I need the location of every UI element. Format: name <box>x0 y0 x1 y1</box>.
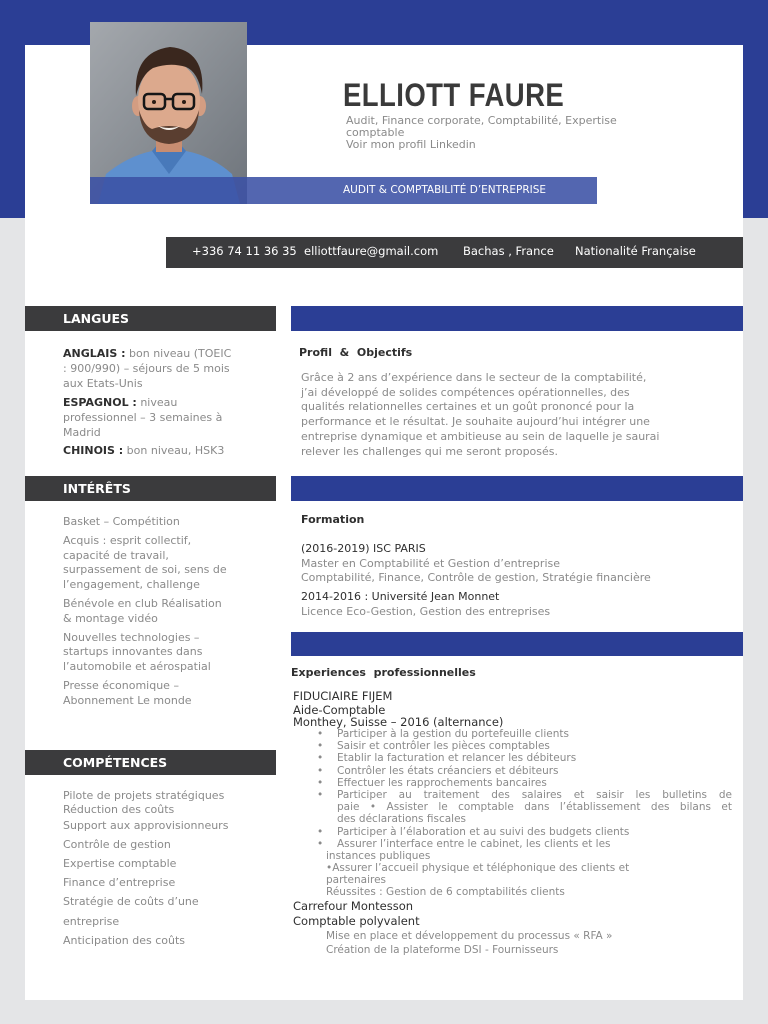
language-detail: aux Etats-Unis <box>63 377 143 390</box>
skill-line: Anticipation des coûts <box>63 934 186 947</box>
job-company: Carrefour Montesson <box>293 899 414 913</box>
language-label: ANGLAIS : <box>63 347 126 360</box>
job-task-continued: instances publiques <box>326 850 431 862</box>
section-title-experiences: Experiences professionnelles <box>291 666 476 679</box>
section-title-formation: Formation <box>301 513 365 526</box>
job-extra-line: partenaires <box>326 874 387 886</box>
contact-nationality: Nationalité Française <box>575 244 696 258</box>
interest-line: Abonnement Le monde <box>63 694 192 707</box>
skill-line: entreprise <box>63 915 120 928</box>
job-task: • Assurer l’interface entre le cabinet, les clients et les <box>337 838 611 850</box>
profile-line: Grâce à 2 ans d’expérience dans le secteur de la comptabilité, <box>301 371 647 384</box>
profile-line: qualités relationnelles certaines et un goût prononcé pour la <box>301 400 635 413</box>
language-entry-english <box>63 347 231 361</box>
job-task-continued: paie • Assister le comptable dans l’établissement des bilans et <box>337 801 732 813</box>
headline-line: comptable <box>346 126 405 139</box>
profile-line: relever les challenges qui me seront proposés. <box>301 445 559 458</box>
education-heading: 2014-2016 : Université Jean Monnet <box>301 590 500 603</box>
language-detail: bon niveau, HSK3 <box>123 444 225 457</box>
interest-line: l’engagement, challenge <box>63 578 200 591</box>
section-title: LANGUES <box>63 311 130 326</box>
interest-line: Nouvelles technologies – <box>63 631 200 644</box>
language-label: CHINOIS : <box>63 444 124 457</box>
section-title: INTÉRÊTS <box>63 481 131 496</box>
title-banner-text: AUDIT & COMPTABILITÉ D’ENTREPRISE <box>343 184 547 196</box>
interest-line: & montage vidéo <box>63 612 158 625</box>
section-bar-profil <box>291 306 743 331</box>
profile-line: performance et le résultat. Je souhaite aujourd’hui intégrer une <box>301 415 650 428</box>
language-label: ESPAGNOL : <box>63 396 137 409</box>
language-entry-spanish <box>63 396 177 410</box>
language-detail: niveau <box>136 396 178 409</box>
job-company: FIDUCIAIRE FIJEM <box>293 689 393 703</box>
language-entry-chinese <box>63 444 224 458</box>
job-task: • Participer à l’élaboration et au suivi des budgets clients <box>337 826 629 838</box>
education-line: Comptabilité, Finance, Contrôle de gestion, Stratégie financière <box>301 571 651 584</box>
language-detail: Madrid <box>63 426 101 439</box>
skill-line: Pilote de projets stratégiques <box>63 789 225 802</box>
profile-line: entreprise dynamique et ambitieuse au sein de laquelle je saurai <box>301 430 660 443</box>
job-role: Aide-Comptable <box>293 703 386 717</box>
job-task: • Participer à la gestion du portefeuille clients <box>337 728 569 740</box>
section-bar-formation <box>291 476 743 501</box>
interest-line: surpassement de soi, sens de <box>63 563 227 576</box>
job-task: • Saisir et contrôler les pièces comptables <box>337 740 550 752</box>
job-extra-line: •Assurer l’accueil physique et téléphonique des clients et <box>326 862 630 874</box>
job-role: Comptable polyvalent <box>293 914 420 928</box>
section-title: COMPÉTENCES <box>63 755 168 770</box>
skill-line: Réduction des coûts <box>63 803 175 816</box>
interest-line: Presse économique – <box>63 679 179 692</box>
section-header-interets <box>25 476 276 501</box>
section-bar-experiences <box>291 632 743 656</box>
job-achievement: Réussites : Gestion de 6 comptabilités clients <box>326 886 565 898</box>
interest-line: startups innovantes dans <box>63 645 203 658</box>
contact-phone: +336 74 11 36 35 <box>192 244 297 258</box>
education-heading: (2016-2019) ISC PARIS <box>301 542 426 555</box>
candidate-name: ELLIOTT FAURE <box>343 77 565 113</box>
education-line: Master en Comptabilité et Gestion d’entreprise <box>301 557 560 570</box>
interest-line: l’automobile et aérospatial <box>63 660 211 673</box>
job-task: • Participer au traitement des salaires et saisir les bulletins de <box>337 789 732 801</box>
education-line: Licence Eco-Gestion, Gestion des entreprises <box>301 605 551 618</box>
interest-line: Bénévole en club Réalisation <box>63 597 222 610</box>
contact-location: Bachas , France <box>463 244 554 258</box>
skill-line: Support aux approvisionneurs <box>63 819 229 832</box>
language-detail: bon niveau (TOEIC <box>125 347 232 360</box>
interest-line: Basket – Compétition <box>63 515 180 528</box>
language-detail: professionnel – 3 semaines à <box>63 411 223 424</box>
job-task-continued: des déclarations fiscales <box>337 813 466 825</box>
language-detail: : 900/990) – séjours de 5 mois <box>63 362 230 375</box>
section-header-competences <box>25 750 276 775</box>
interest-line: capacité de travail, <box>63 549 169 562</box>
linkedin-link[interactable]: Voir mon profil Linkedin <box>346 138 476 151</box>
job-task: Création de la plateforme DSI - Fournisseurs <box>326 944 559 956</box>
section-header-langues <box>25 306 276 331</box>
skill-line: Finance d’entreprise <box>63 876 176 889</box>
contact-email[interactable]: elliottfaure@gmail.com <box>304 244 439 258</box>
interest-line: Acquis : esprit collectif, <box>63 534 192 547</box>
job-task: Mise en place et développement du processus « RFA » <box>326 930 613 942</box>
skill-line: Stratégie de coûts d’une <box>63 895 199 908</box>
section-title-profil: Profil & Objectifs <box>299 346 413 359</box>
profile-line: j’ai développé de solides compétences opérationnelles, des <box>301 386 630 399</box>
job-task: • Contrôler les états créanciers et débiteurs <box>337 765 559 777</box>
headline-line: Audit, Finance corporate, Comptabilité, Expertise <box>346 114 617 127</box>
skill-line: Expertise comptable <box>63 857 177 870</box>
job-task: • Effectuer les rapprochements bancaires <box>337 777 547 789</box>
job-meta: Monthey, Suisse – 2016 (alternance) <box>293 715 504 729</box>
job-task: • Etablir la facturation et relancer les débiteurs <box>337 752 576 764</box>
skill-line: Contrôle de gestion <box>63 838 171 851</box>
